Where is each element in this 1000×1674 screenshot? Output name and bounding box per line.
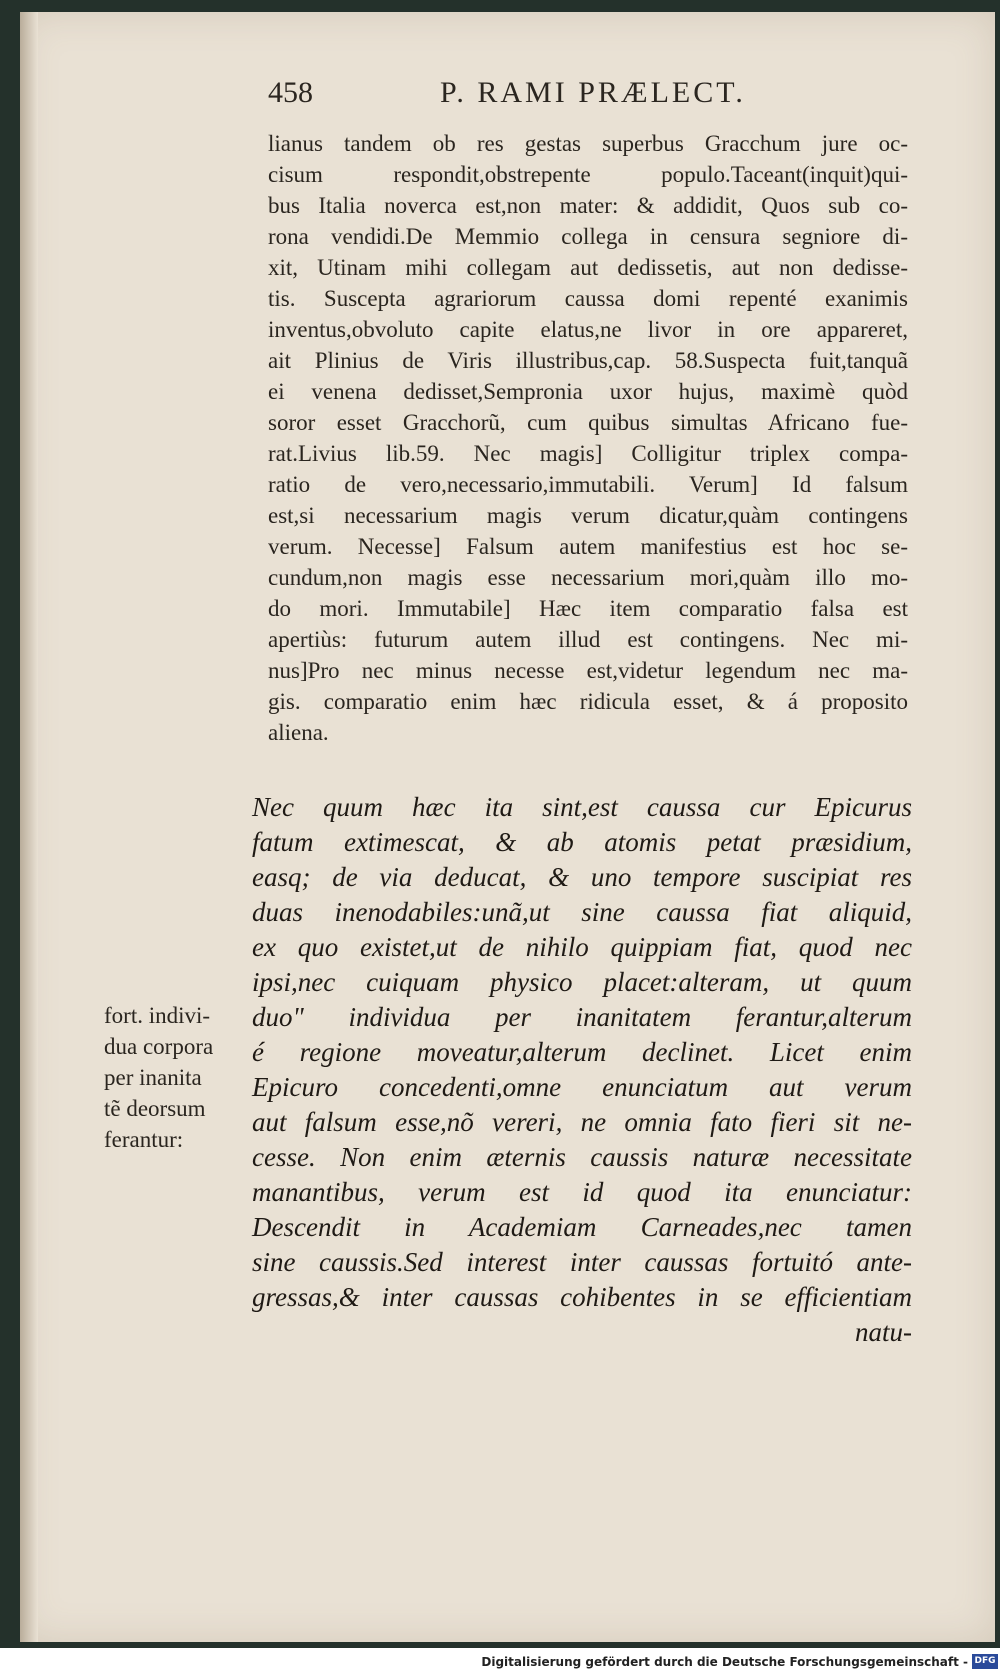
commentary-line: inventus,obvoluto capite elatus,ne livor in ore appareret, [268, 317, 908, 342]
commentary-line: nus]Pro nec minus necesse est,videtur legendum nec ma- [268, 658, 908, 683]
running-title: P. RAMI PRÆLECT. [440, 76, 746, 109]
main-text-line: sine caussis.Sed interest inter caussas fortuitó ante- [252, 1247, 912, 1277]
main-text-line: é regione moveatur,alterum declinet. Licet enim [252, 1037, 912, 1067]
main-text-block [252, 790, 912, 1350]
commentary-line: ei venena dedisset,Sempronia uxor hujus, maximè quòd [268, 379, 908, 404]
main-text-line: Epicuro concedenti,omne enunciatum aut verum [252, 1072, 912, 1102]
main-text-line: duas inenodabiles:unã,ut sine caussa fiat aliquid, [252, 897, 912, 927]
commentary-line: rona vendidi.De Memmio collega in censura segniore di- [268, 224, 908, 249]
margin-note [104, 1000, 254, 1155]
commentary-line: aliena. [268, 720, 329, 745]
page-number: 458 [268, 76, 313, 109]
main-text-line: Descendit in Academiam Carneades,nec tamen [252, 1212, 912, 1242]
commentary-line: rat.Livius lib.59. Nec magis] Colligitur triplex compa- [268, 441, 908, 466]
commentary-line: est,si necessarium magis verum dicatur,quàm contingens [268, 503, 908, 528]
commentary-line: gis. comparatio enim hæc ridicula esset, & á proposito [268, 689, 908, 714]
main-text-line: manantibus, verum est id quod ita enunciatur: [252, 1177, 912, 1207]
commentary-line: xit, Utinam mihi collegam aut dedissetis, aut non dedisse- [268, 255, 908, 280]
commentary-line: apertiùs: futurum autem illud est contingens. Nec mi- [268, 627, 908, 652]
commentary-line: soror esset Gracchorũ, cum quibus simultas Africano fue- [268, 410, 908, 435]
dfg-logo-icon: DFG [972, 1654, 998, 1669]
commentary-line: lianus tandem ob res gestas superbus Gracchum jure oc- [268, 131, 908, 156]
commentary-line: cundum,non magis esse necessarium mori,quàm illo mo- [268, 565, 908, 590]
catchword: natu- [855, 1317, 912, 1347]
main-text-line: aut falsum esse,nõ vereri, ne omnia fato fieri sit ne- [252, 1107, 912, 1137]
commentary-line: ait Plinius de Viris illustribus,cap. 58.Suspecta fuit,tanquã [268, 348, 908, 373]
main-text-line: Nec quum hæc ita sint,est caussa cur Epicurus [252, 792, 912, 822]
commentary-line: ratio de vero,necessario,immutabili. Verum] Id falsum [268, 472, 908, 497]
main-text-line: duo" individua per inanitatem ferantur,alterum [252, 1002, 912, 1032]
commentary-block [268, 128, 908, 748]
commentary-line: do mori. Immutabile] Hæc item comparatio falsa est [268, 596, 908, 621]
footer-credit: Digitalisierung gefördert durch die Deutsche Forschungsgemeinschaft - [481, 1655, 968, 1669]
main-text-line: gressas,& inter caussas cohibentes in se efficientiam [252, 1282, 912, 1312]
commentary-line: cisum respondit,obstrepente populo.Taceant(inquit)qui- [268, 162, 908, 187]
page-spine-shadow [20, 12, 38, 1642]
main-text-line: ex quo existet,ut de nihilo quippiam fiat, quod nec [252, 932, 912, 962]
margin-note-line: fort. indivi- [104, 1003, 211, 1028]
margin-note-line: per inanita [104, 1065, 202, 1090]
commentary-line: tis. Suscepta agrariorum caussa domi repenté exanimis [268, 286, 908, 311]
margin-note-line: ferantur: [104, 1127, 184, 1152]
margin-note-line: tẽ deorsum [104, 1096, 206, 1121]
commentary-line: verum. Necesse] Falsum autem manifestius est hoc se- [268, 534, 908, 559]
digitization-footer [0, 1650, 1000, 1674]
commentary-line: bus Italia noverca est,non mater: & addidit, Quos sub co- [268, 193, 908, 218]
main-text-line: ipsi,nec cuiquam physico placet:alteram, ut quum [252, 967, 912, 997]
running-head [268, 76, 828, 116]
margin-note-line: dua corpora [104, 1034, 214, 1059]
main-text-line: cesse. Non enim æternis caussis naturæ necessitate [252, 1142, 912, 1172]
main-text-line: fatum extimescat, & ab atomis petat præsidium, [252, 827, 912, 857]
main-text-line: easq; de via deducat, & uno tempore suscipiat res [252, 862, 912, 892]
